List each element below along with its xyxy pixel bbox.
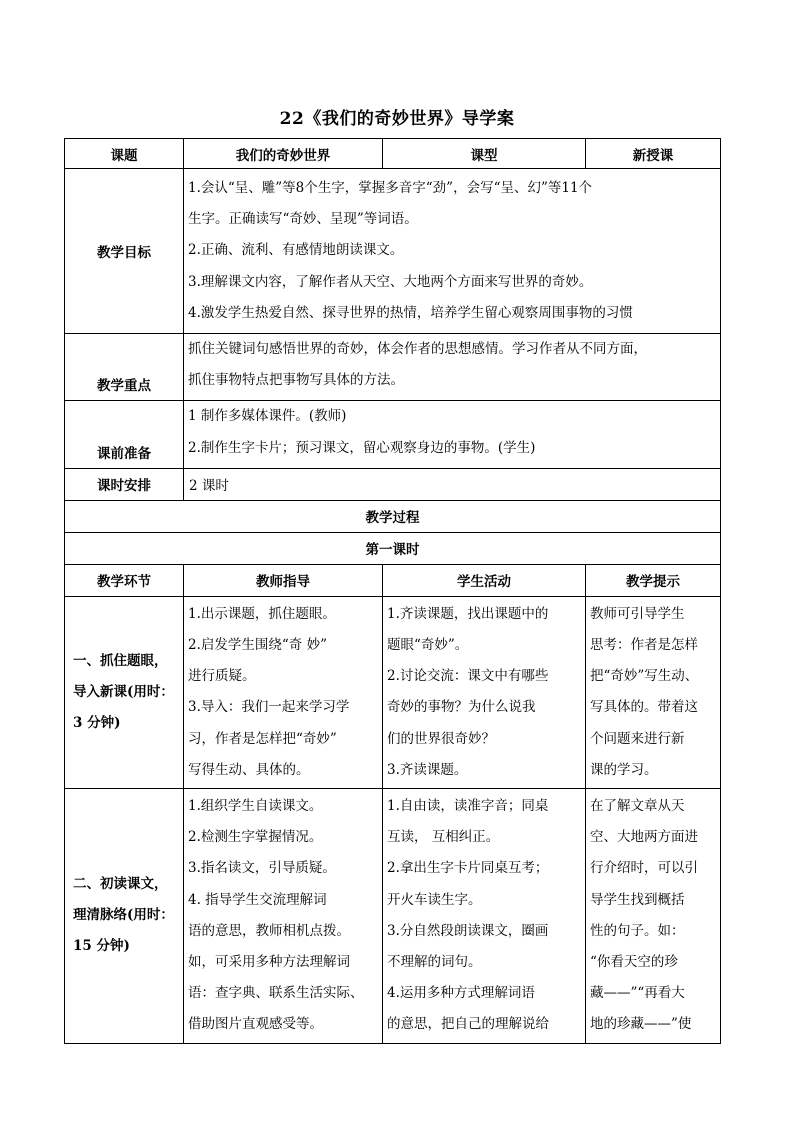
stage1-student (383, 596, 586, 788)
stage2-teacher-line: 1.组织学生自读课文。 (188, 798, 323, 815)
column-header: 教学提示 (586, 564, 721, 596)
stage2-student-line: 的意思，把自己的理解说给 (387, 1016, 549, 1033)
hours-label: 课时安排 (65, 468, 184, 500)
stage2-tips-line: 行介绍时，可以引 (590, 860, 698, 877)
goals-line: 1.会认“呈、雕”等8个生字，掌握多音字“劲”，会写“呈、幻”等11个 (188, 180, 593, 196)
goals-label: 教学目标 (65, 169, 184, 334)
goals-content (184, 169, 721, 334)
stage1-label (65, 596, 184, 788)
stage2-tips-line: 空、大地两方面进 (590, 829, 698, 846)
prep-line: 2.制作生字卡片；预习课文，留心观察身边的事物。(学生) (188, 439, 536, 456)
stage1-tips-line: 写具体的。带着这 (590, 699, 698, 716)
stage1-label-line: 3 分钟) (73, 714, 121, 731)
stage1-tips-line: 思考：作者是怎样 (590, 637, 698, 654)
stage1-student-line: 们的世界很奇妙？ (387, 730, 495, 747)
goals-line: 2.正确、流利、有感情地朗读课文。 (188, 242, 404, 259)
stage2-teacher-line: 借助图片直观感受等。 (188, 1016, 323, 1033)
hours-row (65, 468, 721, 500)
columns-row (65, 564, 721, 596)
stage2-tips-line: 地的珍藏——”使 (590, 1016, 692, 1033)
stage2-student-line: 1.自由读，读准字音；同桌 (387, 798, 549, 815)
stage1-teacher-line: 进行质疑。 (188, 668, 256, 685)
goals-row (65, 169, 721, 334)
stage2-teacher-line: 语的意思，教师相机点拨。 (188, 922, 350, 939)
stage2-teacher-line: 语：查字典、联系生活实际、 (188, 985, 364, 1002)
header-row (65, 139, 721, 169)
stage1-teacher-line: 1.出示课题，抓住题眼。 (188, 605, 336, 622)
prep-row (65, 401, 721, 468)
stage1-tips-line: 把“奇妙”写生动、 (590, 668, 699, 685)
stage2-teacher-line: 4. 指导学生交流理解词 (188, 891, 327, 908)
focus-content (184, 334, 721, 401)
stage1-tips-line: 课的学习。 (590, 761, 658, 778)
lesson-plan-table (64, 138, 721, 1044)
stage2-tips-line: 在了解文章从天 (590, 798, 685, 815)
process-title-row (65, 500, 721, 532)
stage1-row (65, 596, 721, 788)
type-label: 课型 (383, 139, 586, 169)
stage1-label-line: 一、抓住题眼， (73, 652, 168, 669)
focus-label: 教学重点 (65, 334, 184, 401)
stage2-teacher (184, 789, 383, 1044)
prep-label: 课前准备 (65, 401, 184, 468)
stage2-tips-line: 性的句子。如： (590, 922, 685, 939)
topic-value: 我们的奇妙世界 (184, 139, 383, 169)
stage2-label-line: 15 分钟) (73, 938, 130, 955)
process-title: 教学过程 (65, 500, 721, 532)
stage2-teacher-line: 3.指名读文，引导质疑。 (188, 860, 336, 877)
stage2-label-line: 理清脉络(用时： (73, 907, 174, 924)
stage1-teacher-line: 2.启发学生围绕“奇 妙” (188, 637, 327, 654)
goals-line: 生字。正确读写“奇妙、呈现”等词语。 (188, 211, 418, 228)
stage2-student-line: 4.运用多种方式理解词语 (387, 985, 535, 1002)
stage2-student (383, 789, 586, 1044)
stage1-student-line: 3.齐读课题。 (387, 761, 468, 778)
stage2-label-line: 二、初读课文， (73, 876, 168, 893)
stage2-teacher-line: 2.检测生字掌握情况。 (188, 829, 323, 846)
stage1-tips-line: 教师可引导学生 (590, 605, 685, 622)
focus-line: 抓住事物特点把事物写具体的方法。 (188, 372, 404, 389)
stage1-label-line: 导入新课(用时： (73, 683, 174, 700)
stage2-row (65, 789, 721, 1044)
stage2-tips-line: “你看天空的珍 (590, 954, 678, 971)
stage1-teacher-line: 3.导入：我们一起来学习学 (188, 699, 350, 716)
stage1-tips-line: 个问题来进行新 (590, 730, 685, 747)
goals-line: 3.理解课文内容，了解作者从天空、大地两个方面来写世界的奇妙。 (188, 273, 593, 290)
lesson-title-row (65, 532, 721, 564)
stage2-tips (586, 789, 721, 1044)
focus-row (65, 334, 721, 401)
topic-label: 课题 (65, 139, 184, 169)
stage2-tips-line: 藏——”“再看大 (590, 985, 685, 1002)
focus-line: 抓住关键词句感悟世界的奇妙，体会作者的思想感情。学习作者从不同方面， (188, 341, 647, 358)
stage1-student-line: 2.讨论交流：课文中有哪些 (387, 668, 549, 685)
stage2-student-line: 3.分自然段朗读课文，圈画 (387, 922, 549, 939)
stage1-student-line: 题眼“奇妙”。 (387, 637, 469, 654)
stage1-student-line: 奇妙的事物？为什么说我 (387, 699, 536, 716)
stage2-label (65, 789, 184, 1044)
lesson-title: 第一课时 (65, 532, 721, 564)
stage2-tips-line: 导学生找到概括 (590, 891, 685, 908)
stage2-student-line: 互读， 互相纠正。 (387, 829, 500, 846)
stage1-tips (586, 596, 721, 788)
stage2-student-line: 2.拿出生字卡片同桌互考； (387, 860, 549, 877)
stage2-student-line: 不理解的词句。 (387, 954, 482, 971)
column-header: 教学环节 (65, 564, 184, 596)
page-title: 22《我们的奇妙世界》导学案 (279, 109, 515, 129)
prep-content (184, 401, 721, 468)
stage1-teacher (184, 596, 383, 788)
type-value: 新授课 (586, 139, 721, 169)
prep-line: 1 制作多媒体课件。(教师) (188, 408, 347, 425)
goals-line: 4.激发学生热爱自然、探寻世界的热情，培养学生留心观察周围事物的习惯 (188, 304, 633, 321)
column-header: 教师指导 (184, 564, 383, 596)
stage1-student-line: 1.齐读课题，找出课题中的 (387, 605, 549, 622)
column-header: 学生活动 (383, 564, 586, 596)
stage1-teacher-line: 写得生动、具体的。 (188, 761, 310, 778)
stage2-student-line: 开火车读生字。 (387, 891, 482, 908)
stage1-teacher-line: 习，作者是怎样把“奇妙” (188, 730, 337, 747)
hours-value: 2 课时 (184, 468, 721, 500)
stage2-teacher-line: 如，可采用多种方法理解词 (188, 954, 350, 971)
